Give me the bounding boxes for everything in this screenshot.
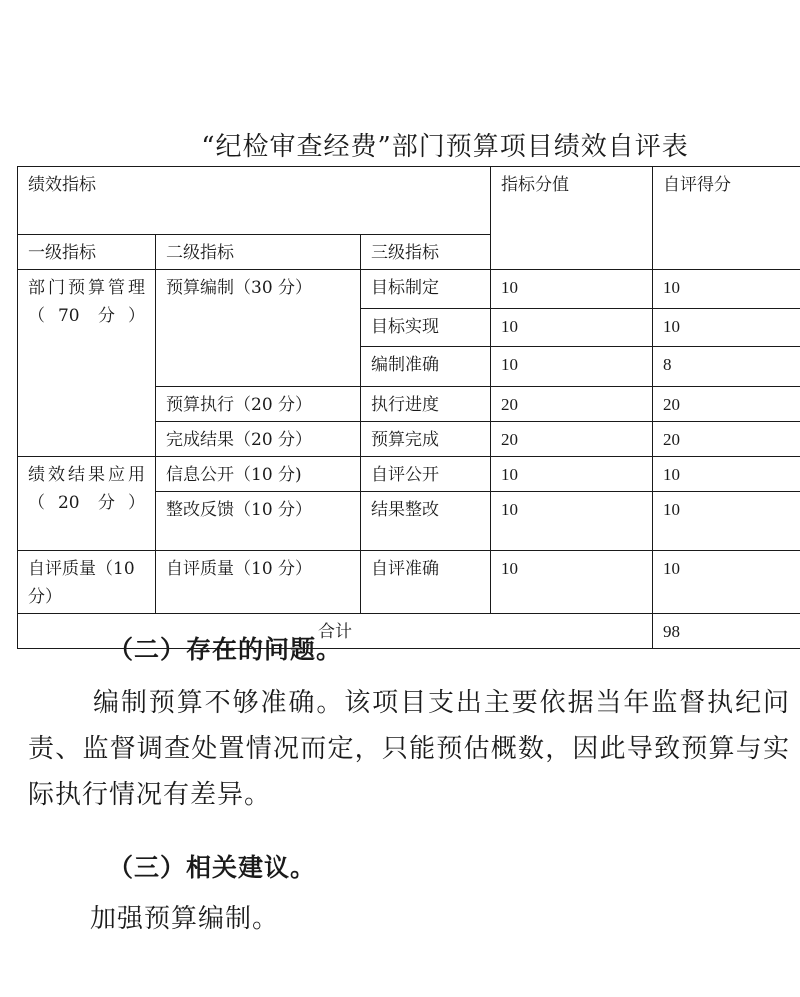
table-row-self: 10 — [653, 457, 800, 492]
table-row-self: 10 — [653, 309, 800, 347]
table-row-self: 20 — [653, 387, 800, 422]
table-row-score: 10 — [491, 347, 653, 387]
header-level1: 一级指标 — [18, 235, 156, 270]
table-row-score: 10 — [491, 457, 653, 492]
section2-heading: （二）存在的问题。 — [108, 635, 343, 664]
total-value: 98 — [653, 614, 800, 649]
header-performance-indicators: 绩效指标 — [18, 167, 491, 235]
table-row-score: 10 — [491, 551, 653, 614]
section3-body: 加强预算编制。 — [90, 904, 280, 934]
table-row-score: 10 — [491, 270, 653, 309]
section2-body: 编制预算不够准确。该项目支出主要依据当年监督执纪问责、监督调查处置情况而定，只能预估概数，因此导致预算与实际执行情况有差异。 — [28, 688, 790, 810]
header-level3: 三级指标 — [361, 235, 491, 270]
table-row-score: 20 — [491, 387, 653, 422]
section3-heading: （三）相关建议。 — [108, 853, 317, 882]
header-self-score: 自评得分 — [653, 167, 800, 270]
table-row-l3: 自评公开 — [361, 457, 491, 492]
table-row-l3: 自评准确 — [361, 551, 491, 614]
table-row-self: 10 — [653, 551, 800, 614]
table-row-l3: 预算完成 — [361, 422, 491, 457]
table-row-self: 10 — [653, 270, 800, 309]
table-row-l3: 编制准确 — [361, 347, 491, 387]
l2-budget-compile: 预算编制（30 分） — [156, 270, 361, 387]
table-row-l3: 目标实现 — [361, 309, 491, 347]
header-indicator-score: 指标分值 — [491, 167, 653, 270]
header-level2: 二级指标 — [156, 235, 361, 270]
total-label: 合计 — [18, 614, 653, 649]
table-row-score: 10 — [491, 309, 653, 347]
table-row-self: 8 — [653, 347, 800, 387]
l2-quality: 自评质量（10 分） — [156, 551, 361, 614]
performance-table — [17, 166, 800, 649]
table-row-self: 20 — [653, 422, 800, 457]
table-row-score: 10 — [491, 492, 653, 551]
table-row-l3: 结果整改 — [361, 492, 491, 551]
l1-quality: 自评质量（10 分） — [18, 551, 156, 614]
table-row-l3: 目标制定 — [361, 270, 491, 309]
l2-complete-result: 完成结果（20 分） — [156, 422, 361, 457]
l2-info-open: 信息公开（10 分) — [156, 457, 361, 492]
l2-budget-execute: 预算执行（20 分） — [156, 387, 361, 422]
table-row-score: 20 — [491, 422, 653, 457]
l1-result-application: 绩效结果应用（20 分） — [18, 457, 156, 551]
l1-budget-management: 部门预算管理（70 分） — [18, 270, 156, 457]
table-row-self: 10 — [653, 492, 800, 551]
l2-rectify-feedback: 整改反馈（10 分） — [156, 492, 361, 551]
table-title: “纪检审查经费”部门预算项目绩效自评表 — [201, 132, 689, 162]
table-row-l3: 执行进度 — [361, 387, 491, 422]
